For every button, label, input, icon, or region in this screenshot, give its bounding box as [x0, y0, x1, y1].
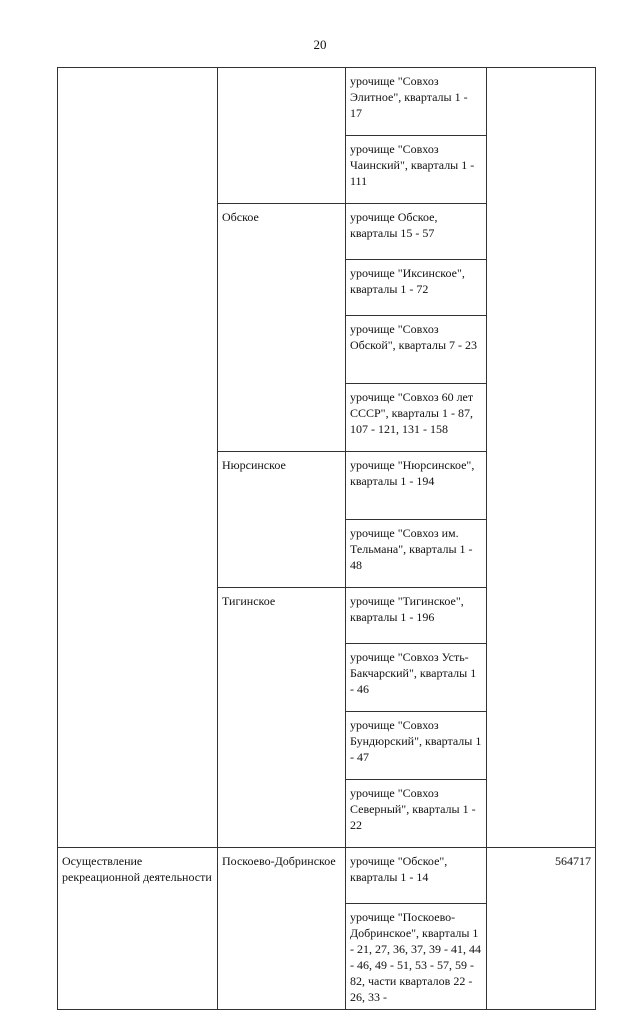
forestry-cell: Поскоево-Добринское: [218, 848, 346, 1010]
tract-cell: урочище Обское, кварталы 15 - 57: [346, 204, 487, 260]
page-number: 20: [313, 37, 327, 52]
tract-cell: урочище "Совхоз 60 лет СССР", кварталы 1 - 87, 107 - 121, 131 - 158: [346, 384, 487, 452]
forestry-cell: [218, 68, 346, 204]
tract-cell: урочище "Совхоз Бундюрский", кварталы 1 - 47: [346, 712, 487, 780]
tract-cell: урочище "Совхоз Северный", кварталы 1 - 22: [346, 780, 487, 848]
tract-cell: урочище "Совхоз Обской", кварталы 7 - 23: [346, 316, 487, 384]
tract-cell: урочище "Нюрсинское", кварталы 1 - 194: [346, 452, 487, 520]
activity-cell: [58, 68, 218, 848]
forestry-cell: Нюрсинское: [218, 452, 346, 588]
tract-cell: урочище "Совхоз Элитное", кварталы 1 - 17: [346, 68, 487, 136]
tract-cell: урочище "Совхоз Чаинский", кварталы 1 - 111: [346, 136, 487, 204]
table-row: [58, 68, 596, 136]
forestry-cell: Тигинское: [218, 588, 346, 848]
tract-cell: урочище "Совхоз Усть-Бакчарский", кварталы 1 - 46: [346, 644, 487, 712]
forestry-table: [57, 67, 596, 1010]
area-cell: 564717: [487, 848, 596, 1010]
table-row: [58, 848, 596, 904]
tract-cell: урочище "Поскоево-Добринское", кварталы 1 - 21, 27, 36, 37, 39 - 41, 44 - 46, 49 - 51, 53 - 57, 59 - 82, части кварталов 22 - 26, 33 -: [346, 904, 487, 1010]
tract-cell: урочище "Обское", кварталы 1 - 14: [346, 848, 487, 904]
tract-cell: урочище "Тигинское", кварталы 1 - 196: [346, 588, 487, 644]
forestry-cell: Обское: [218, 204, 346, 452]
activity-cell: Осуществление рекреационной деятельности: [58, 848, 218, 1010]
tract-cell: урочище "Иксинское", кварталы 1 - 72: [346, 260, 487, 316]
tract-cell: урочище "Совхоз им. Тельмана", кварталы 1 - 48: [346, 520, 487, 588]
area-cell: [487, 68, 596, 848]
